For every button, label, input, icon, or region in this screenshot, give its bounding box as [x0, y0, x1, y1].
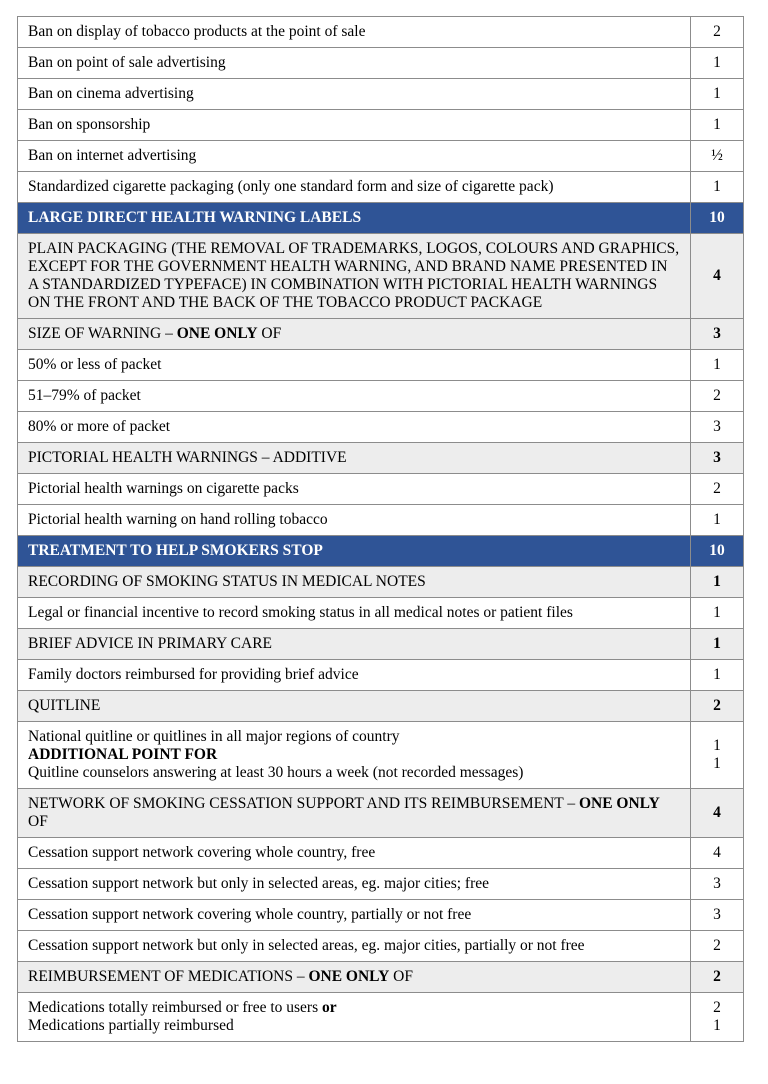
- table-row: [18, 993, 744, 1042]
- table-row: [18, 381, 744, 412]
- row-score: [691, 789, 744, 838]
- row-label: [18, 110, 691, 141]
- row-label: [18, 17, 691, 48]
- score-value: 1: [713, 85, 721, 102]
- row-label: [18, 474, 691, 505]
- row-score: [691, 48, 744, 79]
- row-label: [18, 443, 691, 474]
- table-row: [18, 900, 744, 931]
- row-score: [691, 931, 744, 962]
- row-label-line: Ban on cinema advertising: [28, 85, 194, 102]
- row-label-line: QUITLINE: [28, 697, 101, 714]
- score-value: 3: [713, 418, 721, 435]
- row-label-line: Cessation support network but only in selected areas, eg. major cities; free: [28, 875, 489, 892]
- score-value: 1: [713, 737, 721, 754]
- score-value: 1: [713, 604, 721, 621]
- score-value: 2: [713, 480, 721, 497]
- row-label-line: Ban on sponsorship: [28, 116, 151, 133]
- row-label-line: Medications partially reimbursed: [28, 1017, 234, 1034]
- table-row: [18, 17, 744, 48]
- score-value: 1: [713, 666, 721, 683]
- row-label: [18, 412, 691, 443]
- row-label: [18, 350, 691, 381]
- table-row: [18, 838, 744, 869]
- row-label-line: ADDITIONAL POINT FOR: [28, 746, 218, 763]
- row-label-line: 50% or less of packet: [28, 356, 162, 373]
- table-row: [18, 172, 744, 203]
- row-label-line: LARGE DIRECT HEALTH WARNING LABELS: [28, 209, 362, 226]
- row-score: [691, 141, 744, 172]
- row-score: [691, 412, 744, 443]
- row-score: [691, 567, 744, 598]
- subsection-header-row: [18, 567, 744, 598]
- row-label-line: PICTORIAL HEALTH WARNINGS – ADDITIVE: [28, 449, 347, 466]
- row-label: [18, 567, 691, 598]
- score-value: 4: [713, 804, 721, 821]
- row-score: [691, 536, 744, 567]
- row-score: [691, 319, 744, 350]
- row-label-line: 80% or more of packet: [28, 418, 171, 435]
- row-score: [691, 900, 744, 931]
- score-value: 1: [713, 1017, 721, 1034]
- score-value: 1: [713, 116, 721, 133]
- subsection-header-row: [18, 629, 744, 660]
- row-label-line: NETWORK OF SMOKING CESSATION SUPPORT AND ITS REIMBURSEMENT – ONE ONLY OF: [28, 795, 660, 830]
- row-label-line: Ban on point of sale advertising: [28, 54, 226, 71]
- row-score: [691, 350, 744, 381]
- row-label-line: Cessation support network covering whole country, free: [28, 844, 376, 861]
- row-score: [691, 443, 744, 474]
- row-label-line: Family doctors reimbursed for providing brief advice: [28, 666, 359, 683]
- row-label: [18, 319, 691, 350]
- row-score: [691, 474, 744, 505]
- row-label-line: Standardized cigarette packaging (only one standard form and size of cigarette pack): [28, 178, 554, 195]
- row-label: [18, 962, 691, 993]
- row-label-line: 51–79% of packet: [28, 387, 141, 404]
- row-score: [691, 79, 744, 110]
- table-body: [18, 17, 744, 1042]
- table-row: [18, 79, 744, 110]
- row-label: [18, 869, 691, 900]
- subsection-header-row: [18, 962, 744, 993]
- score-value: 3: [713, 325, 721, 342]
- score-value: 3: [713, 875, 721, 892]
- table-row: [18, 869, 744, 900]
- row-label: [18, 629, 691, 660]
- score-value: 2: [713, 968, 721, 985]
- score-value: 1: [713, 178, 721, 195]
- row-label-line: Cessation support network but only in selected areas, eg. major cities, partially or not free: [28, 937, 585, 954]
- row-score: [691, 381, 744, 412]
- score-value: 3: [713, 449, 721, 466]
- table-row: [18, 598, 744, 629]
- row-score: [691, 838, 744, 869]
- row-label-line: PLAIN PACKAGING (THE REMOVAL OF TRADEMARKS, LOGOS, COLOURS AND GRAPHICS, EXCEPT FOR THE GOVERNMENT HEALTH WARNING, AND BRAND NAME PRESENTED IN A STANDARDIZED TYPEFACE) IN COMBINATION WITH PICTORIAL HEALTH WARNINGS ON THE FRONT AND THE BACK OF THE TOBACCO PRODUCT PACKAGE: [28, 240, 680, 311]
- row-label: [18, 234, 691, 319]
- row-label-line: Pictorial health warning on hand rolling tobacco: [28, 511, 328, 528]
- table-row: [18, 722, 744, 789]
- score-value: 1: [713, 54, 721, 71]
- row-label: [18, 660, 691, 691]
- subsection-header-row: [18, 319, 744, 350]
- row-label-line: SIZE OF WARNING – ONE ONLY OF: [28, 325, 282, 342]
- score-value: 2: [713, 697, 721, 714]
- score-value: 1: [713, 356, 721, 373]
- row-label: [18, 722, 691, 789]
- score-value: 2: [713, 999, 721, 1016]
- row-label-line: National quitline or quitlines in all major regions of country: [28, 728, 400, 745]
- row-label-line: Legal or financial incentive to record smoking status in all medical notes or patient files: [28, 604, 573, 621]
- row-label-line: Cessation support network covering whole country, partially or not free: [28, 906, 472, 923]
- row-label-line: RECORDING OF SMOKING STATUS IN MEDICAL NOTES: [28, 573, 426, 590]
- score-value: 4: [713, 267, 721, 284]
- score-value: 2: [713, 937, 721, 954]
- score-value: 1: [713, 755, 721, 772]
- table-row: [18, 141, 744, 172]
- row-score: [691, 17, 744, 48]
- subsection-header-row: [18, 691, 744, 722]
- row-label-line: REIMBURSEMENT OF MEDICATIONS – ONE ONLY OF: [28, 968, 413, 985]
- row-score: [691, 172, 744, 203]
- row-score: [691, 598, 744, 629]
- table-row: [18, 110, 744, 141]
- table-row: [18, 412, 744, 443]
- row-label: [18, 838, 691, 869]
- row-score: [691, 962, 744, 993]
- row-score: [691, 722, 744, 789]
- row-label: [18, 598, 691, 629]
- section-header-row: [18, 203, 744, 234]
- score-value: 1: [713, 635, 721, 652]
- section-header-row: [18, 536, 744, 567]
- row-label: [18, 691, 691, 722]
- score-value: 1: [713, 573, 721, 590]
- row-label: [18, 203, 691, 234]
- table-row: [18, 48, 744, 79]
- row-label: [18, 141, 691, 172]
- row-label: [18, 536, 691, 567]
- row-score: [691, 629, 744, 660]
- row-label: [18, 381, 691, 412]
- row-label-line: Ban on display of tobacco products at the point of sale: [28, 23, 366, 40]
- row-score: [691, 993, 744, 1042]
- row-score: [691, 660, 744, 691]
- subsection-header-row: [18, 443, 744, 474]
- row-label-line: Quitline counselors answering at least 30 hours a week (not recorded messages): [28, 764, 524, 781]
- row-label-line: Pictorial health warnings on cigarette packs: [28, 480, 299, 497]
- score-value: ½: [711, 147, 723, 164]
- row-score: [691, 691, 744, 722]
- row-label: [18, 505, 691, 536]
- row-label-line: Ban on internet advertising: [28, 147, 197, 164]
- row-score: [691, 234, 744, 319]
- row-score: [691, 505, 744, 536]
- tobacco-policy-score-table: [17, 16, 744, 1042]
- score-value: 1: [713, 511, 721, 528]
- row-label: [18, 172, 691, 203]
- table-row: [18, 505, 744, 536]
- table-row: [18, 474, 744, 505]
- row-label: [18, 789, 691, 838]
- row-score: [691, 869, 744, 900]
- score-value: 3: [713, 906, 721, 923]
- subsection-header-row: [18, 789, 744, 838]
- row-label-line: TREATMENT TO HELP SMOKERS STOP: [28, 542, 323, 559]
- row-score: [691, 110, 744, 141]
- score-value: 10: [709, 209, 725, 226]
- row-label: [18, 900, 691, 931]
- subsection-header-row: [18, 234, 744, 319]
- row-label: [18, 48, 691, 79]
- table-row: [18, 660, 744, 691]
- score-value: 10: [709, 542, 725, 559]
- table-row: [18, 931, 744, 962]
- row-score: [691, 203, 744, 234]
- row-label: [18, 993, 691, 1042]
- row-label: [18, 931, 691, 962]
- row-label-line: BRIEF ADVICE IN PRIMARY CARE: [28, 635, 273, 652]
- score-value: 2: [713, 23, 721, 40]
- table-row: [18, 350, 744, 381]
- row-label-line: Medications totally reimbursed or free to users or: [28, 999, 337, 1016]
- row-label: [18, 79, 691, 110]
- score-value: 2: [713, 387, 721, 404]
- score-value: 4: [713, 844, 721, 861]
